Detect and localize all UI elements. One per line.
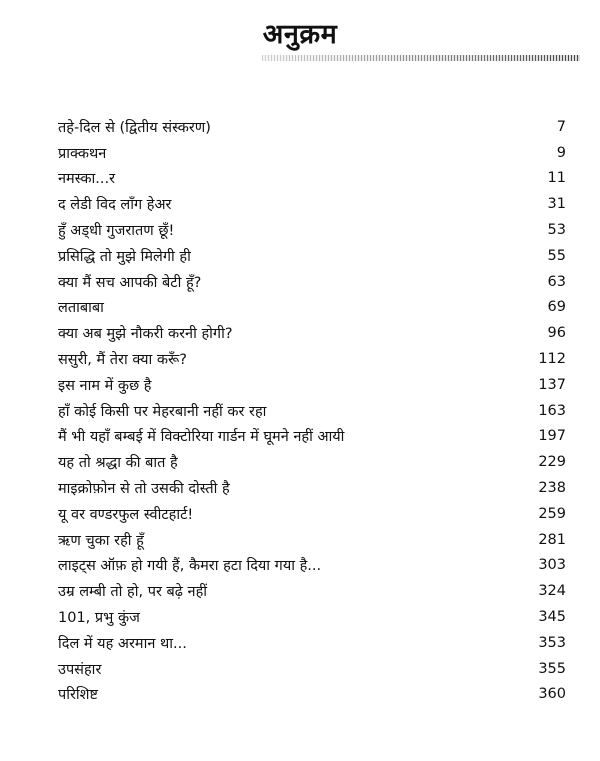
toc-entry-title: मैं भी यहाँ बम्बई में विक्टोरिया गार्डन में घूमने नहीं आयी: [58, 429, 345, 446]
toc-entry-title: 101, प्रभु कुंज: [58, 610, 140, 627]
toc-entry: [58, 578, 566, 604]
toc-entry-page-number: 355: [538, 660, 566, 677]
toc-entry-title: क्या अब मुझे नौकरी करनी होगी?: [58, 326, 233, 343]
toc-entry: [58, 269, 566, 295]
toc-entry-title: यू वर वण्डरफुल स्वीटहार्ट!: [58, 506, 194, 523]
toc-entry-page-number: 324: [538, 583, 566, 600]
toc-entry-page-number: 163: [538, 402, 566, 419]
toc-entry-page-number: 96: [547, 325, 566, 342]
toc-entry-page-number: 238: [538, 480, 566, 497]
toc-entry-title: दिल में यह अरमान था...: [58, 635, 187, 652]
toc-entry-title: उपसंहार: [58, 661, 102, 678]
toc-entry-title: क्या मैं सच आपकी बेटी हूँ?: [58, 274, 202, 291]
toc-entry: [58, 114, 566, 140]
toc-entry-page-number: 63: [547, 273, 566, 290]
toc-entry: [58, 604, 566, 630]
toc-entry-page-number: 345: [538, 609, 566, 626]
toc-entry: [58, 682, 566, 708]
toc-entry-page-number: 7: [556, 118, 566, 135]
toc-entry-title: हाँ कोई किसी पर मेहरबानी नहीं कर रहा: [58, 403, 267, 420]
toc-entry-page-number: 112: [538, 351, 566, 368]
toc-entry-page-number: 31: [547, 196, 566, 213]
toc-entry-title: ससुरी, मैं तेरा क्या करूँ?: [58, 352, 187, 369]
toc-entry-page-number: 9: [556, 144, 566, 161]
toc-entry-title: हुँ अड्धी गुजरातण छूँ!: [58, 223, 175, 240]
toc-entry: [58, 527, 566, 553]
toc-entry: [58, 217, 566, 243]
toc-entry: [58, 346, 566, 372]
toc-entry-title: नमस्का...र: [58, 171, 116, 188]
toc-entry-page-number: 281: [538, 531, 566, 548]
toc-entry: [58, 295, 566, 321]
toc-entry: [58, 191, 566, 217]
toc-entry-title: द लेडी विद लाँग हेअर: [58, 197, 172, 214]
toc-entry: [58, 243, 566, 269]
toc-entry-page-number: 53: [547, 222, 566, 239]
toc-entry-title: तहे-दिल से (द्वितीय संस्करण): [58, 119, 211, 136]
toc-entry-title: परिशिष्ट: [58, 687, 99, 704]
title-underline: [262, 55, 580, 61]
toc-entry: [58, 166, 566, 192]
toc-entry-page-number: 69: [547, 299, 566, 316]
toc-entry-page-number: 259: [538, 505, 566, 522]
table-of-contents: [58, 114, 566, 707]
toc-entry-page-number: 360: [538, 686, 566, 703]
toc-entry-title: प्राक्कथन: [58, 145, 107, 162]
toc-entry-title: उम्र लम्बी तो हो, पर बढ़े नहीं: [58, 584, 208, 601]
toc-entry-title: इस नाम में कुछ है: [58, 377, 152, 394]
toc-entry: [58, 140, 566, 166]
toc-entry-title: माइक्रोफ़ोन से तो उसकी दोस्ती है: [58, 481, 230, 498]
toc-entry: [58, 320, 566, 346]
toc-entry: [58, 424, 566, 450]
page-title: अनुक्रम: [262, 19, 338, 50]
toc-entry-title: प्रसिद्धि तो मुझे मिलेगी ही: [58, 248, 191, 265]
toc-entry-page-number: 303: [538, 557, 566, 574]
toc-entry: [58, 398, 566, 424]
toc-entry-page-number: 55: [547, 247, 566, 264]
toc-entry-title: यह तो श्रद्धा की बात है: [58, 455, 178, 472]
toc-entry: [58, 372, 566, 398]
toc-entry: [58, 475, 566, 501]
toc-entry: [58, 656, 566, 682]
toc-entry-page-number: 229: [538, 454, 566, 471]
toc-entry-title: ऋण चुका रही हूँ: [58, 532, 144, 549]
toc-entry-page-number: 353: [538, 634, 566, 651]
toc-entry-page-number: 11: [547, 170, 566, 187]
toc-entry: [58, 449, 566, 475]
toc-entry-title: लाइट्स ऑफ़ हो गयी हैं, कैमरा हटा दिया गया है...: [58, 558, 322, 575]
toc-entry-page-number: 137: [538, 376, 566, 393]
toc-entry: [58, 553, 566, 579]
toc-entry-title: लताबाबा: [58, 300, 104, 317]
toc-entry: [58, 501, 566, 527]
toc-entry-page-number: 197: [538, 428, 566, 445]
toc-entry: [58, 630, 566, 656]
